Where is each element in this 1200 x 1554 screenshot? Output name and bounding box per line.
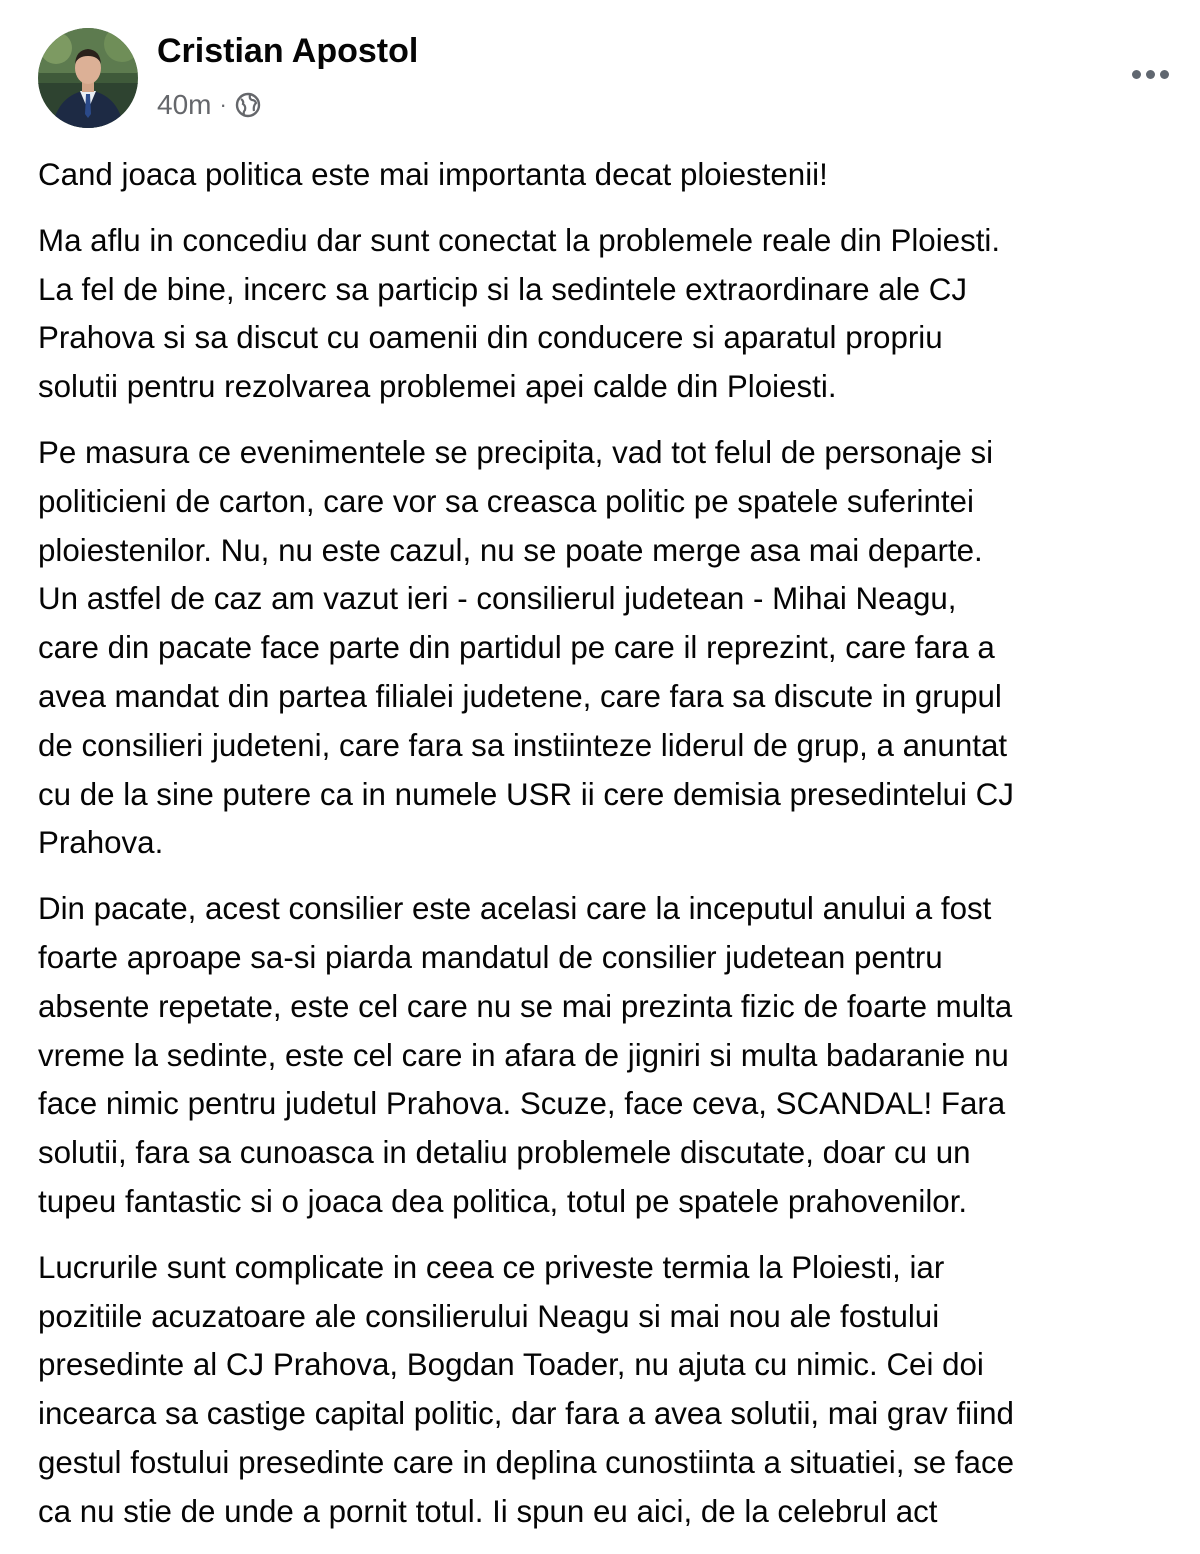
post-text-line: avea mandat din partea filialei judetene, care fara sa discute in grupul bbox=[38, 678, 1002, 714]
post-meta bbox=[157, 86, 261, 124]
post-text-line: foarte aproape sa-si piarda mandatul de consilier judetean pentru bbox=[38, 939, 943, 975]
post-text-line: absente repetate, este cel care nu se mai prezinta fizic de foarte multa bbox=[38, 988, 1013, 1024]
more-options-button[interactable] bbox=[1122, 52, 1178, 96]
post-text-line: presedinte al CJ Prahova, Bogdan Toader, nu ajuta cu nimic. Cei doi bbox=[38, 1347, 984, 1383]
globe-icon[interactable] bbox=[235, 92, 261, 118]
post-text-line: Lucrurile sunt complicate in ceea ce priveste termia la Ploiesti, iar bbox=[38, 1249, 945, 1285]
post-text-line: vreme la sedinte, este cel care in afara de jigniri si multa badaranie nu bbox=[38, 1037, 1009, 1073]
post-text-line: gestul fostului presedinte care in deplina cunostiinta a situatiei, se face bbox=[38, 1444, 1015, 1480]
post-text-line: tupeu fantastic si o joaca dea politica, totul pe spatele prahovenilor. bbox=[38, 1183, 968, 1219]
post-text-line: solutii pentru rezolvarea problemei apei calde din Ploiesti. bbox=[38, 369, 837, 405]
post-time[interactable]: 40m bbox=[157, 89, 212, 120]
post-text-line: Din pacate, acest consilier este acelasi care la inceputul anului a fost bbox=[38, 891, 992, 927]
post-text-line: face nimic pentru judetul Prahova. Scuze, face ceva, SCANDAL! Fara bbox=[38, 1086, 1006, 1122]
post-text-line: Un astfel de caz am vazut ieri - consilierul judetean - Mihai Neagu, bbox=[38, 581, 957, 617]
post-paragraph bbox=[38, 1244, 1188, 1537]
post-paragraph bbox=[38, 217, 1188, 412]
post-paragraph bbox=[38, 151, 1188, 200]
post-text-line: Prahova si sa discut cu oamenii din conducere si aparatul propriu bbox=[38, 320, 943, 356]
post-text-line: pozitiile acuzatoare ale consilierului Neagu si mai nou ale fostului bbox=[38, 1298, 940, 1334]
post-text-line: incearca sa castige capital politic, dar fara a avea solutii, mai grav fiind bbox=[38, 1396, 1014, 1432]
avatar[interactable] bbox=[38, 28, 138, 128]
post-text-line: Prahova. bbox=[38, 825, 164, 861]
author-name[interactable]: Cristian Apostol bbox=[157, 32, 419, 70]
post-text-line: Pe masura ce evenimentele se precipita, vad tot felul de personaje si bbox=[38, 434, 994, 470]
post-text-line: Cand joaca politica este mai importanta decat ploiestenii! bbox=[38, 157, 828, 192]
post-text-line: solutii, fara sa cunoasca in detaliu problemele discutate, doar cu un bbox=[38, 1135, 971, 1171]
post-paragraph bbox=[38, 885, 1188, 1227]
post-text-line: de consilieri judeteni, care fara sa instiinteze liderul de grup, a anuntat bbox=[38, 727, 1008, 763]
post-text-line: ca nu stie de unde a pornit totul. Ii spun eu aici, de la celebrul act bbox=[38, 1493, 938, 1529]
post-text bbox=[38, 151, 1188, 1554]
post-text-line: politicieni de carton, care vor sa creasca politic pe spatele suferintei bbox=[38, 483, 974, 519]
profile-photo bbox=[38, 28, 138, 128]
post-paragraph bbox=[38, 429, 1188, 868]
post-text-line: cu de la sine putere ca in numele USR ii cere demisia presedintelui CJ bbox=[38, 776, 1014, 812]
meta-separator: · bbox=[219, 92, 227, 117]
post-text-line: care din pacate face parte din partidul pe care il reprezint, care fara a bbox=[38, 630, 995, 666]
more-horizontal-icon bbox=[1132, 70, 1141, 79]
post-text-line: ploiestenilor. Nu, nu este cazul, nu se poate merge asa mai departe. bbox=[38, 532, 983, 568]
post-text-line: Ma aflu in concediu dar sunt conectat la problemele reale din Ploiesti. bbox=[38, 222, 1001, 258]
post-text-line: La fel de bine, incerc sa particip si la sedintele extraordinare ale CJ bbox=[38, 271, 967, 307]
post-header bbox=[0, 0, 1200, 140]
